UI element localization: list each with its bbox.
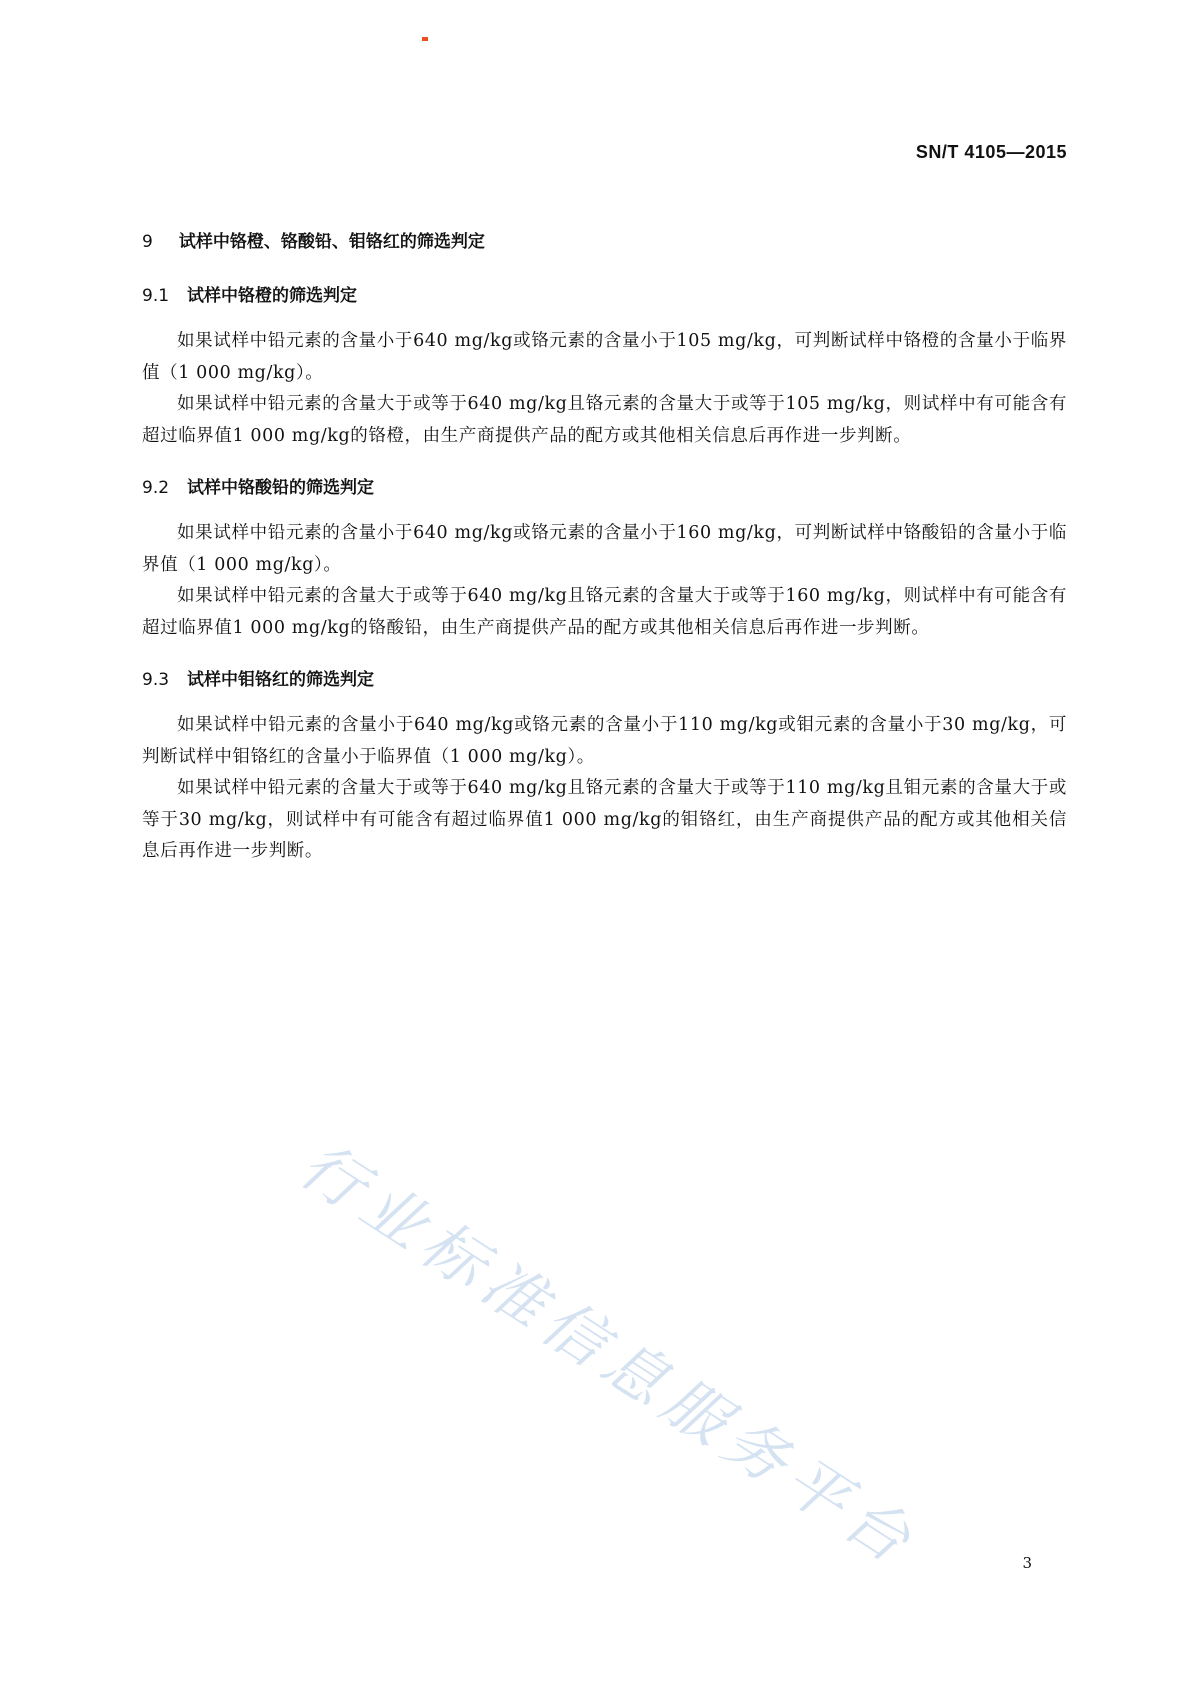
subclause-title: 试样中铬橙的筛选判定 — [187, 286, 358, 306]
paragraph: 如果试样中铅元素的含量小于640 mg/kg或铬元素的含量小于110 mg/kg或钼元素的含量小于30 mg/kg，可判断试样中钼铬红的含量小于临界值（1 000 mg/kg）。 — [142, 715, 1067, 767]
standard-number: SN/T 4105—2015 — [915, 142, 1067, 162]
paragraph: 如果试样中铅元素的含量大于或等于640 mg/kg且铬元素的含量大于或等于160 mg/kg，则试样中有可能含有超过临界值1 000 mg/kg的铬酸铅，由生产商提供产品的配方或其他相关信息后再作进一步判断。 — [142, 586, 1067, 638]
subclause-title: 试样中钼铬红的筛选判定 — [187, 670, 375, 690]
subclause-title: 试样中铬酸铅的筛选判定 — [187, 478, 375, 498]
subclause-heading — [142, 666, 1067, 694]
subclause-heading — [142, 474, 1067, 502]
subclause-heading — [142, 282, 1067, 310]
subclause-number: 9.2 — [142, 478, 170, 498]
document-body — [142, 228, 1067, 890]
subclause-number: 9.3 — [142, 670, 170, 690]
subclause-9-1 — [142, 282, 1067, 452]
paragraph: 如果试样中铅元素的含量小于640 mg/kg或铬元素的含量小于160 mg/kg，可判断试样中铬酸铅的含量小于临界值（1 000 mg/kg）。 — [142, 523, 1067, 575]
subclause-9-2 — [142, 474, 1067, 644]
clause-title: 试样中铬橙、铬酸铅、钼铬红的筛选判定 — [178, 232, 485, 252]
paragraph: 如果试样中铅元素的含量大于或等于640 mg/kg且铬元素的含量大于或等于110 mg/kg且钼元素的含量大于或等于30 mg/kg，则试样中有可能含有超过临界值1 000 mg/kg的钼铬红，由生产商提供产品的配方或其他相关信息后再作进一步判断。 — [142, 778, 1067, 861]
top-mark — [422, 37, 428, 41]
paragraph: 如果试样中铅元素的含量大于或等于640 mg/kg且铬元素的含量大于或等于105 mg/kg，则试样中有可能含有超过临界值1 000 mg/kg的铬橙，由生产商提供产品的配方或其他相关信息后再作进一步判断。 — [142, 394, 1067, 446]
page-number: 3 — [1022, 1554, 1032, 1572]
clause-number: 9 — [142, 232, 153, 252]
subclause-number: 9.1 — [142, 286, 170, 306]
subclause-9-3 — [142, 666, 1067, 868]
clause-heading — [142, 228, 1067, 256]
watermark: 行业标准信息服务平台 — [287, 1128, 932, 1582]
paragraph: 如果试样中铅元素的含量小于640 mg/kg或铬元素的含量小于105 mg/kg，可判断试样中铬橙的含量小于临界值（1 000 mg/kg）。 — [142, 331, 1067, 383]
